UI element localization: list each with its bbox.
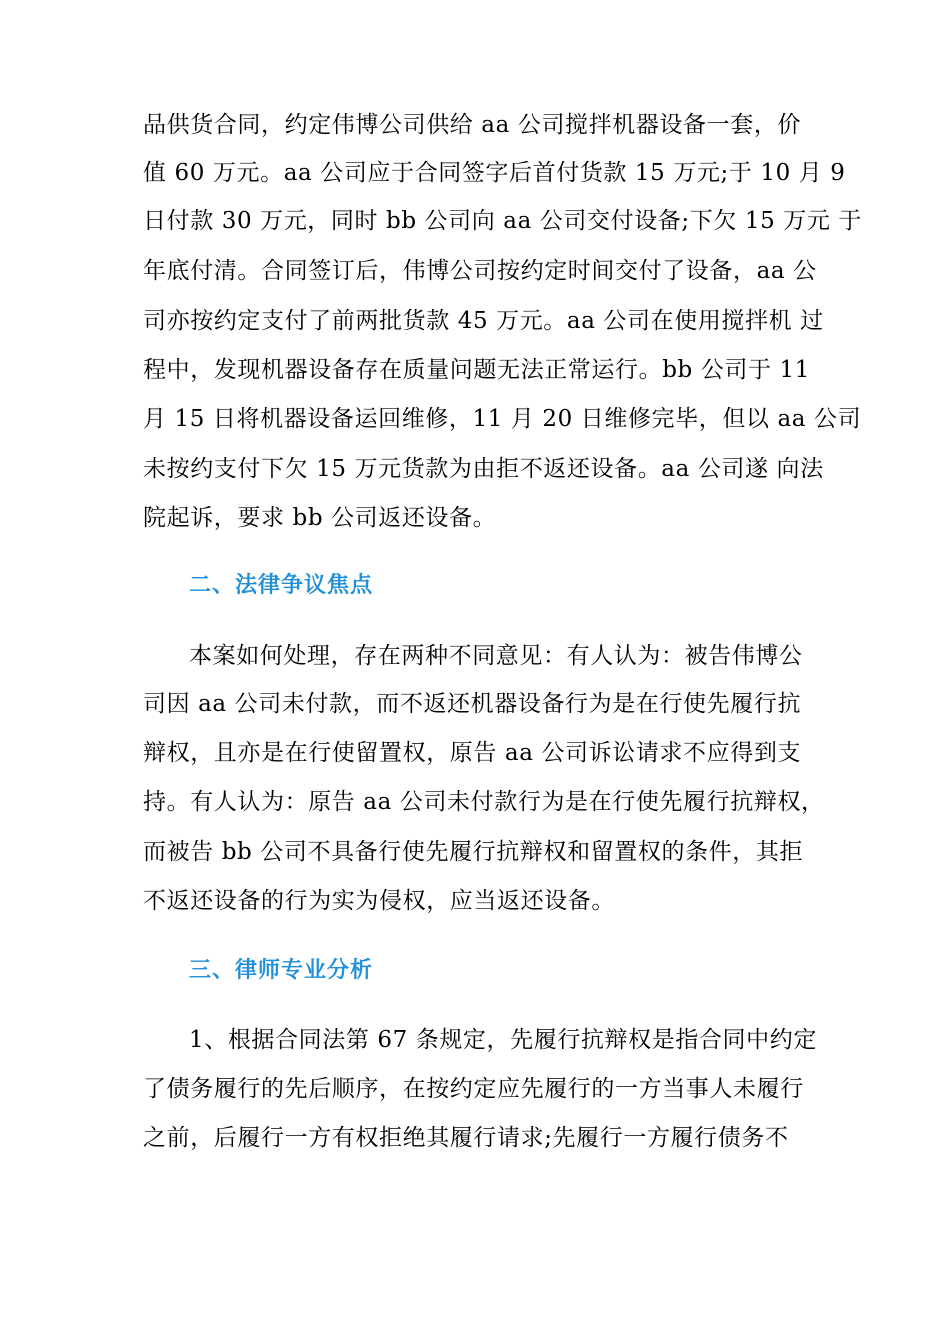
section2-line-6: 不返还设备的行为实为侵权，应当返还设备。 <box>143 888 615 914</box>
section2-line-2: 司因 aa 公司未付款，而不返还机器设备行为是在行使先履行抗 <box>143 691 802 717</box>
section2-line-3: 辩权，且亦是在行使留置权，原告 aa 公司诉讼请求不应得到支 <box>143 740 802 766</box>
section2-line-4: 持。有人认为：原告 aa 公司未付款行为是在行使先履行抗辩权， <box>143 789 825 815</box>
section3-line-1: 1、根据合同法第 67 条规定，先履行抗辩权是指合同中约定 <box>189 1027 817 1053</box>
paragraph1-line-2: 值 60 万元。aa 公司应于合同签字后首付货款 15 万元;于 10 月 9 <box>143 160 846 186</box>
paragraph1-line-4: 年底付清。合同签订后，伟博公司按约定时间交付了设备，aa 公 <box>143 258 817 284</box>
paragraph1-line-8: 未按约支付下欠 15 万元货款为由拒不返还设备。aa 公司遂 向法 <box>143 456 824 482</box>
section3-line-3: 之前，后履行一方有权拒绝其履行请求;先履行一方履行债务不 <box>143 1125 789 1151</box>
paragraph1-line-9: 院起诉，要求 bb 公司返还设备。 <box>143 505 497 531</box>
section2-line-5: 而被告 bb 公司不具备行使先履行抗辩权和留置权的条件，其拒 <box>143 839 804 865</box>
section3-line-2: 了债务履行的先后顺序，在按约定应先履行的一方当事人未履行 <box>143 1076 804 1102</box>
paragraph1-line-7: 月 15 日将机器设备运回维修，11 月 20 日维修完毕，但以 aa 公司 <box>143 406 862 432</box>
paragraph1-line-1: 品供货合同，约定伟博公司供给 aa 公司搅拌机器设备一套，价 <box>143 112 802 138</box>
paragraph1-line-6: 程中，发现机器设备存在质量问题无法正常运行。bb 公司于 11 <box>143 357 810 383</box>
paragraph1-line-5: 司亦按约定支付了前两批货款 45 万元。aa 公司在使用搅拌机 过 <box>143 308 824 334</box>
paragraph1-line-3: 日付款 30 万元，同时 bb 公司向 aa 公司交付设备;下欠 15 万元 于 <box>143 208 862 234</box>
section3-heading: 三、律师专业分析 <box>189 958 374 983</box>
section2-heading: 二、法律争议焦点 <box>189 573 374 598</box>
section2-line-1: 本案如何处理，存在两种不同意见：有人认为：被告伟博公 <box>189 643 803 669</box>
